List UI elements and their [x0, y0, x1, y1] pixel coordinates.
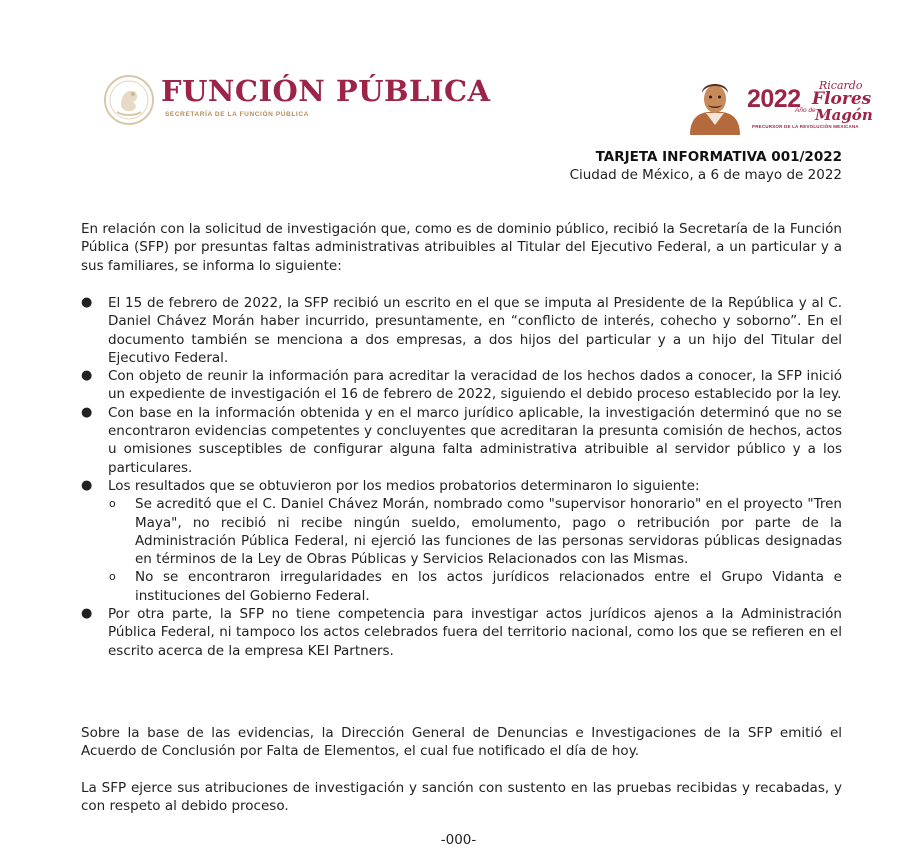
list-item: [81, 294, 842, 367]
list-item: [81, 605, 842, 660]
card-title: TARJETA INFORMATIVA 001/2022: [595, 149, 842, 165]
circle-bullet-icon: o: [109, 497, 116, 511]
conclusion-paragraph: Sobre la base de las evidencias, la Dirección General de Denuncias e Investigaciones de la SFP emitió el Acuerdo de Conclusión por Falta de Elementos, el cual fue notificado el día de hoy.: [81, 725, 842, 760]
bullet-icon: ●: [81, 368, 93, 384]
sub-list-item-text: No se encontraron irregularidades en los actos jurídicos relacionados entre el Grupo Vidanta e instituciones del Gobierno Federal.: [135, 569, 842, 604]
list-item: [81, 404, 842, 477]
list-item: [81, 477, 842, 495]
honoree-last-name-2: Magón: [815, 106, 873, 124]
findings-list: [81, 294, 842, 660]
list-item-text: El 15 de febrero de 2022, la SFP recibió un escrito en el que se imputa al Presidente de la República y al C. Daniel Chávez Morán haber incurrido, presuntamente, en “conflicto de interés, cohecho y soborno”. En el documento también se menciona a dos empresas, a dos hijos del particular y a un hijo del Titular del Ejecutivo Federal.: [108, 295, 842, 366]
bullet-icon: ●: [81, 404, 93, 420]
bullet-icon: ●: [81, 295, 93, 310]
funcion-publica-logo: [103, 74, 491, 130]
intro-paragraph: En relación con la solicitud de investigación que, como es de dominio público, recibió la Secretaría de la Función Pública (SFP) por presuntas faltas administrativas atribuibles al Titular del Ejecutivo Federal, a un particular y a sus familiares, se informa lo siguiente:: [81, 221, 842, 274]
bullet-icon: ●: [81, 477, 93, 493]
sub-list-container: [81, 495, 842, 605]
honoree-tagline: PRECURSOR DE LA REVOLUCIÓN MEXICANA: [752, 124, 859, 129]
end-mark: -000-: [440, 832, 477, 848]
ricardo-flores-magon-logo: [684, 79, 873, 135]
year-label: 2022: [747, 85, 801, 113]
list-item-text: Los resultados que se obtuvieron por los medios probatorios determinaron lo siguiente:: [108, 477, 700, 494]
list-item-text: Por otra parte, la SFP no tiene competencia para investigar actos jurídicos ajenos a la Administración Pública Federal, ni tampoco los actos celebrados fuera del territorio nacional, como los que se refieren en el escrito acerca de la empresa KEI Partners.: [108, 606, 842, 659]
list-item: [81, 367, 842, 404]
closing-paragraph: La SFP ejerce sus atribuciones de investigación y sanción con sustento en las pruebas recibidas y recabadas, y con respeto al debido proceso.: [81, 780, 842, 815]
brand-subtitle: SECRETARÍA DE LA FUNCIÓN PÚBLICA: [165, 111, 309, 118]
card-date: Ciudad de México, a 6 de mayo de 2022: [569, 167, 842, 183]
brand-name: FUNCIÓN PÚBLICA: [161, 74, 491, 108]
honoree-first-name: Ricardo: [819, 79, 863, 92]
sub-list-item-text: Se acreditó que el C. Daniel Chávez Morán, nombrado como "supervisor honorario" en el proyecto "Tren Maya", no recibió ni recibe ningún sueldo, emolumento, pago o retribución por parte de la Administración Pública Federal, ni ejerció las funciones de las personas servidoras públicas designadas en términos de la Ley de Obras Públicas y Servicios Relacionados con las Mismas.: [135, 496, 842, 568]
sub-list-item: [81, 495, 842, 568]
sub-list-item: [81, 568, 842, 605]
list-item-text: Con base en la información obtenida y en el marco jurídico aplicable, la investigación determinó que no se encontraron evidencias competentes y concluyentes que acreditaran la presunta comisión de hechos, actos u omisiones susceptibles de configurar alguna falta administrativa atribuible al servidor público y a los particulares.: [108, 404, 842, 476]
results-sublist: [81, 495, 842, 605]
circle-bullet-icon: o: [109, 570, 116, 584]
list-item-text: Con objeto de reunir la información para acreditar la veracidad de los hechos dados a conocer, la SFP inició un expediente de investigación el 16 de febrero de 2022, siguiendo el debido proceso establecido por la ley.: [108, 368, 842, 403]
mexico-coat-of-arms-icon: [103, 74, 155, 126]
bullet-icon: ●: [81, 606, 93, 622]
honoree-last-name-1: Flores: [812, 89, 872, 109]
year-prefix: Año de: [795, 107, 816, 114]
portrait-icon: [684, 79, 746, 135]
